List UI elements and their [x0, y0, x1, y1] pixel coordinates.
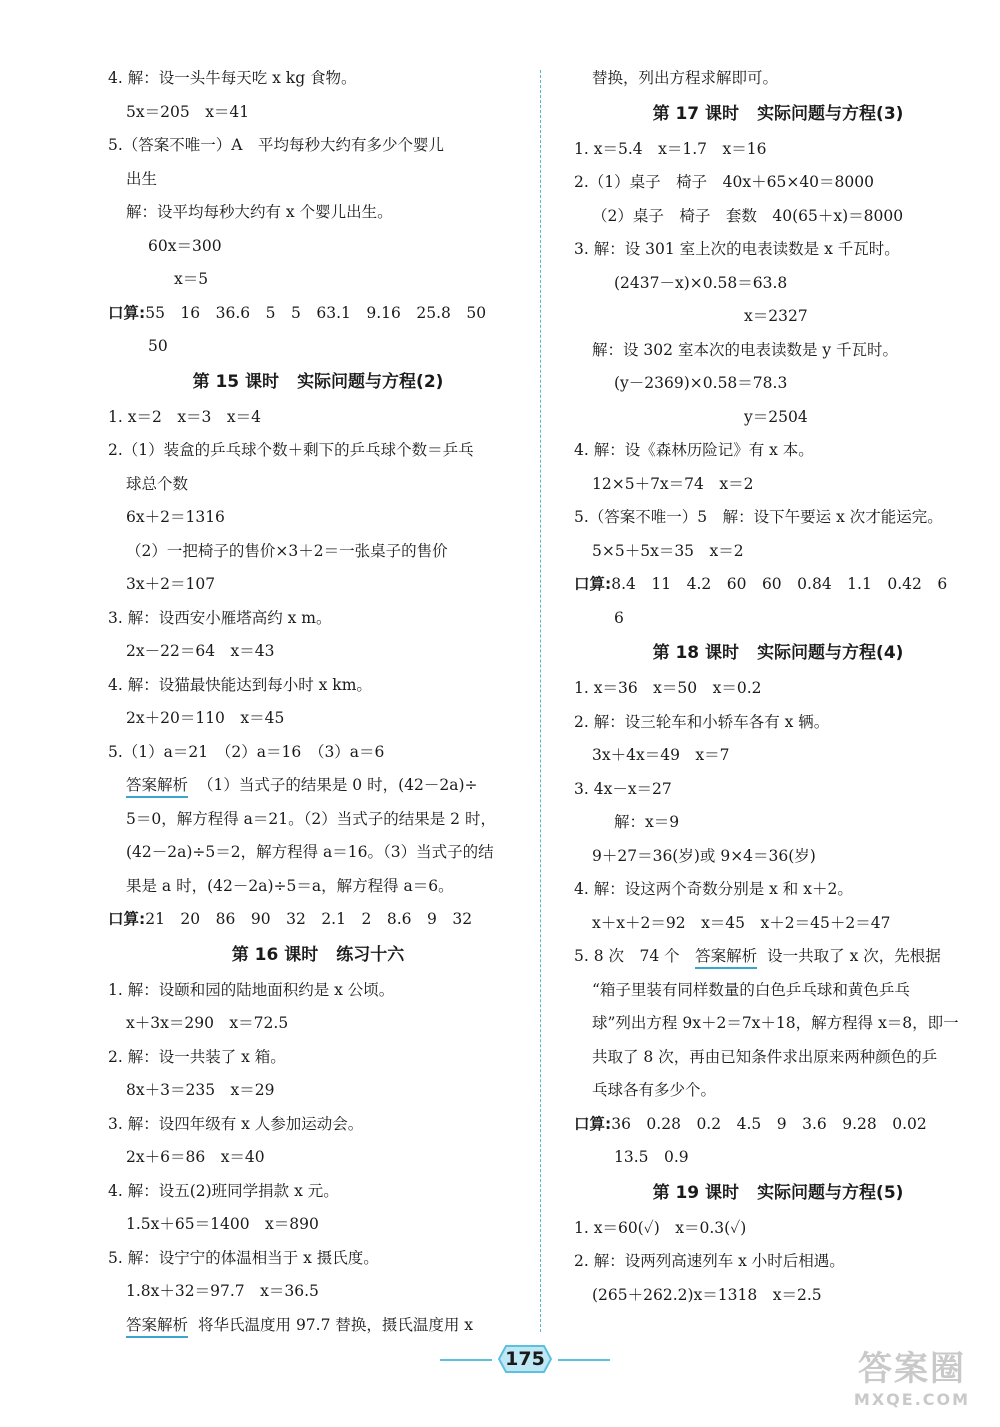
answer-text: (265＋262.2)x＝1318 x＝2.5 [592, 1285, 822, 1304]
answer-text: 60x＝300 [148, 236, 222, 255]
answer-text: 3. 解：设西安小雁塔高约 x m。 [108, 608, 332, 627]
answer-text: 1. 解：设颐和园的陆地面积约是 x 公顷。 [108, 980, 395, 999]
answer-line [108, 602, 528, 636]
answer-text: 3x＋2＝107 [126, 575, 216, 593]
footer-rule-right [558, 1359, 610, 1361]
answer-line [574, 133, 982, 167]
answer-text: 1.5x＋65＝1400 x＝890 [126, 1215, 319, 1233]
watermark-text: 答案圈 [858, 1349, 966, 1389]
lesson-title: 实际问题与方程(4) [757, 643, 904, 663]
answer-line [108, 1108, 528, 1142]
answer-line [574, 1041, 982, 1075]
lesson-heading [574, 1175, 982, 1212]
answer-text: 果是 a 时，(42－2a)÷5＝a，解方程得 a＝6。 [126, 876, 454, 895]
answer-line [574, 267, 982, 301]
answer-line [108, 974, 528, 1008]
answer-line [574, 535, 982, 569]
answer-text: 解：x＝9 [614, 813, 680, 831]
answer-text: 2x＋6＝86 x＝40 [126, 1148, 265, 1166]
page-number: 175 [505, 1348, 545, 1370]
lesson-number: 第 16 课时 [231, 944, 319, 965]
answer-text: 3x＋4x＝49 x＝7 [592, 746, 730, 764]
mental-math-label: 口算: [108, 910, 146, 928]
answer-text: 1. x＝5.4 x＝1.7 x＝16 [574, 139, 767, 158]
answer-text: 出生 [126, 169, 158, 188]
answer-text: （1）当式子的结果是 0 时，(42－2a)÷ [198, 776, 478, 794]
answer-text: 5x＝205 x＝41 [126, 102, 250, 121]
answer-line [574, 806, 982, 840]
answer-text: （2）一把椅子的售价×3＋2＝一张桌子的售价 [126, 541, 448, 560]
answer-text: 2. 解：设一共装了 x 箱。 [108, 1047, 286, 1066]
answer-line [574, 873, 982, 907]
answer-line [574, 739, 982, 773]
answer-text: （2）桌子 椅子 套数 40(65＋x)＝8000 [592, 206, 904, 225]
answer-line [574, 940, 982, 974]
answer-text: 1. x＝2 x＝3 x＝4 [108, 407, 262, 426]
answer-line [574, 300, 982, 334]
answer-text: 将华氏温度用 97.7 替换，摄氏温度用 x [198, 1315, 474, 1334]
answer-line [108, 736, 528, 770]
answer-line [108, 196, 528, 230]
answer-text: 2.（1）桌子 椅子 40x＋65×40＝8000 [574, 173, 874, 191]
answer-line [574, 1245, 982, 1279]
answer-text: 2x＋20＝110 x＝45 [126, 709, 285, 727]
answer-text: 5.（1）a＝21 （2）a＝16 （3）a＝6 [108, 742, 385, 761]
lesson-heading [574, 96, 982, 133]
lesson-title: 实际问题与方程(2) [297, 371, 444, 392]
answer-text: 乓球各有多少个。 [592, 1081, 717, 1099]
answer-text: 6 [614, 608, 624, 627]
answer-text: 4. 解：设《森林历险记》有 x 本。 [574, 441, 814, 459]
answer-analysis-tag: 答案解析 [126, 774, 188, 798]
answer-text: 3. 4x－x＝27 [574, 779, 672, 798]
answer-line [574, 907, 982, 941]
answer-text: 55 16 36.6 5 5 63.1 9.16 25.8 50 [145, 303, 487, 322]
mental-math-label: 口算: [574, 1114, 612, 1133]
answer-text: (2437－x)×0.58＝63.8 [614, 273, 788, 292]
lesson-heading [108, 364, 528, 401]
mental-math-label: 口算: [108, 303, 146, 322]
answer-text: 解：设 302 室本次的电表读数是 y 千瓦时。 [592, 340, 899, 359]
answer-line [108, 1175, 528, 1209]
answer-line [108, 1275, 528, 1309]
answer-line [574, 468, 982, 502]
answer-text: 4. 解：设五(2)班同学捐款 x 元。 [108, 1181, 339, 1200]
answer-text: 12×5＋7x＝74 x＝2 [592, 474, 754, 493]
answer-text: x＝2327 [744, 307, 808, 325]
answer-text: 2.（1）装盒的乒乓球个数＋剩下的乒乓球个数＝乒乓 [108, 441, 474, 459]
answer-line [574, 568, 982, 602]
answer-line [574, 1141, 982, 1175]
answer-text: 8x＋3＝235 x＝29 [126, 1081, 275, 1099]
answer-line [108, 62, 528, 96]
answer-text: 解：设平均每秒大约有 x 个婴儿出生。 [126, 203, 393, 221]
answer-line [108, 501, 528, 535]
lesson-heading [108, 937, 528, 974]
answer-line [574, 706, 982, 740]
lesson-title: 实际问题与方程(5) [757, 1182, 904, 1203]
answer-text: (y－2369)×0.58＝78.3 [614, 374, 788, 392]
answer-line [574, 166, 982, 200]
answer-line [108, 903, 528, 937]
answer-line [574, 367, 982, 401]
answer-line [574, 501, 982, 535]
lesson-heading [574, 635, 982, 672]
lesson-number: 第 19 课时 [652, 1182, 740, 1203]
answer-line [108, 1074, 528, 1108]
answer-line [574, 602, 982, 636]
answer-line [108, 230, 528, 264]
answer-line [574, 434, 982, 468]
answer-line [574, 200, 982, 234]
answer-text: 4. 解：设一头牛每天吃 x kg 食物。 [108, 69, 357, 87]
answer-text: 6x＋2＝1316 [126, 508, 225, 526]
answer-line [108, 669, 528, 703]
answer-text: 4. 解：设猫最快能达到每小时 x km。 [108, 675, 372, 694]
answer-line [108, 96, 528, 130]
answer-text: 8.4 11 4.2 60 60 0.84 1.1 0.42 6 [611, 575, 948, 593]
page-number-badge [498, 1344, 552, 1374]
answer-analysis-tag: 答案解析 [695, 945, 757, 969]
answer-text: 3. 解：设 301 室上次的电表读数是 x 千瓦时。 [574, 240, 900, 258]
answer-text: 设一共取了 x 次，先根据 [767, 947, 941, 965]
answer-text: 5＝0，解方程得 a＝21。（2）当式子的结果是 2 时， [126, 809, 496, 828]
answer-text: 替换，列出方程求解即可。 [592, 69, 779, 87]
answer-text: 2x－22＝64 x＝43 [126, 642, 275, 660]
answer-line [574, 1279, 982, 1313]
answer-line [574, 401, 982, 435]
answer-text: 1. x＝36 x＝50 x＝0.2 [574, 679, 762, 697]
answer-text: x＝5 [174, 270, 209, 288]
answer-line [108, 1208, 528, 1242]
answer-text: 5×5＋5x＝35 x＝2 [592, 541, 744, 560]
answer-line [108, 1309, 528, 1343]
answer-line [574, 1007, 982, 1041]
answer-line [574, 672, 982, 706]
watermark-url: MXQE.COM [853, 1390, 971, 1409]
answer-line [574, 974, 982, 1008]
answer-line [108, 803, 528, 837]
answer-text: 21 20 86 90 32 2.1 2 8.6 9 32 [145, 910, 473, 928]
answer-text: “箱子里装有同样数量的白色乒乓球和黄色乒乓 [592, 980, 910, 999]
answer-line [108, 568, 528, 602]
answer-text: 球总个数 [126, 474, 189, 493]
answer-line [108, 535, 528, 569]
answer-text: 5.（答案不唯一）A 平均每秒大约有多少个婴儿 [108, 136, 444, 154]
answer-prefix: 5. 8 次 74 个 [574, 947, 696, 965]
answer-analysis-tag: 答案解析 [126, 1314, 188, 1338]
column-divider [540, 70, 541, 1332]
answer-line [108, 769, 528, 803]
answer-text: y＝2504 [744, 407, 808, 426]
answer-text: 5. 解：设宁宁的体温相当于 x 摄氏度。 [108, 1248, 379, 1267]
answer-line [108, 702, 528, 736]
answer-line [574, 233, 982, 267]
page-footer [440, 1342, 610, 1376]
right-column [574, 62, 982, 1312]
lesson-title: 练习十六 [336, 944, 405, 965]
answer-text: 2. 解：设三轮车和小轿车各有 x 辆。 [574, 712, 830, 731]
answer-line [108, 1007, 528, 1041]
answer-line [108, 297, 528, 331]
answer-line [108, 129, 528, 163]
answer-text: x＋x＋2＝92 x＝45 x＋2＝45＋2＝47 [592, 913, 891, 932]
answer-line [108, 1141, 528, 1175]
answer-line [574, 840, 982, 874]
answer-text: 9＋27＝36(岁)或 9×4＝36(岁) [592, 846, 816, 865]
answer-text: 1. x＝60(✓) x＝0.3(✓) [574, 1218, 747, 1237]
lesson-number: 第 17 课时 [652, 103, 740, 124]
answer-line [108, 468, 528, 502]
footer-rule-left [440, 1359, 492, 1361]
answer-text: (42－2a)÷5＝2，解方程得 a＝16。（3）当式子的结 [126, 843, 494, 861]
lesson-number: 第 18 课时 [652, 643, 740, 663]
answer-text: 1.8x＋32＝97.7 x＝36.5 [126, 1282, 319, 1300]
answer-text: 3. 解：设四年级有 x 人参加运动会。 [108, 1114, 364, 1133]
answer-text: x＋3x＝290 x＝72.5 [126, 1014, 289, 1032]
answer-text: 球”列出方程 9x＋2＝7x＋18，解方程得 x＝8，即一 [592, 1014, 959, 1032]
answer-line [574, 773, 982, 807]
answer-line [108, 434, 528, 468]
answer-text: 36 0.28 0.2 4.5 9 3.6 9.28 0.02 [611, 1114, 927, 1133]
answer-text: 共取了 8 次，再由已知条件求出原来两种颜色的乒 [592, 1047, 938, 1066]
answer-line [108, 163, 528, 197]
answer-line [574, 1074, 982, 1108]
answer-line [108, 635, 528, 669]
lesson-title: 实际问题与方程(3) [757, 103, 904, 124]
left-column [108, 62, 528, 1342]
answer-line [108, 836, 528, 870]
answer-line [574, 62, 982, 96]
answer-line [574, 334, 982, 368]
lesson-number: 第 15 课时 [192, 371, 280, 392]
answer-line [108, 1242, 528, 1276]
watermark-logo [832, 1348, 992, 1420]
answer-text: 50 [148, 337, 168, 355]
answer-line [108, 1041, 528, 1075]
answer-line [574, 1212, 982, 1246]
mental-math-label: 口算: [574, 575, 612, 593]
answer-line [574, 1108, 982, 1142]
answer-text: 5.（答案不唯一）5 解：设下午要运 x 次才能运完。 [574, 508, 943, 526]
answer-line [108, 330, 528, 364]
answer-text: 2. 解：设两列高速列车 x 小时后相遇。 [574, 1252, 845, 1270]
answer-line [108, 263, 528, 297]
answer-line [108, 401, 528, 435]
answer-text: 4. 解：设这两个奇数分别是 x 和 x＋2。 [574, 880, 853, 898]
answer-line [108, 870, 528, 904]
answer-text: 13.5 0.9 [614, 1148, 689, 1166]
